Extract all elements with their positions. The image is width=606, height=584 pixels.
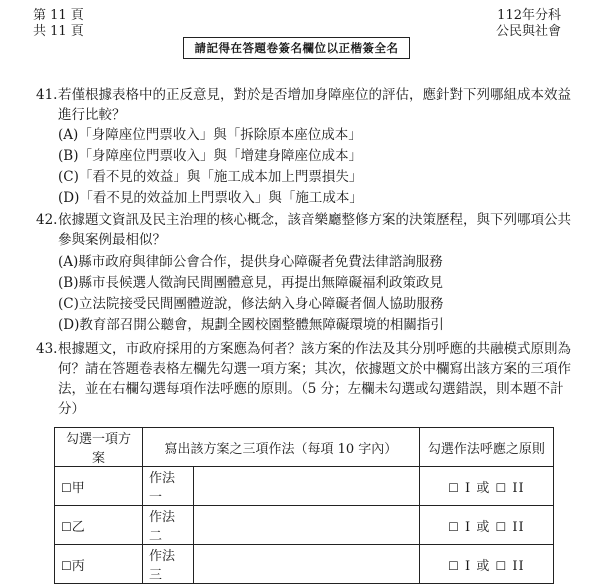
page-current: 第 11 頁: [33, 8, 84, 23]
principle-2-label: II: [512, 519, 525, 535]
or-label: 或: [476, 558, 491, 574]
checkbox-icon[interactable]: ☐: [61, 480, 72, 495]
option-b: (B)「身障座位門票收入」與「增建身障座位成本」: [58, 148, 362, 164]
checkbox-icon[interactable]: ☐: [448, 519, 460, 534]
question-41: [36, 85, 578, 125]
option-a: (A)「身障座位門票收入」與「拆除原本座位成本」: [58, 127, 362, 143]
method-label: 作法一: [142, 467, 194, 506]
or-label: 或: [476, 480, 491, 496]
principle-2-label: II: [512, 558, 525, 574]
page-number: [33, 8, 84, 40]
answer-table: [54, 427, 554, 584]
plan-cell[interactable]: [55, 506, 143, 545]
option-d: (D)「看不見的效益加上門票收入」與「施工成本」: [58, 190, 363, 206]
exam-year: 112年分科: [497, 8, 561, 23]
checkbox-icon[interactable]: ☐: [448, 480, 460, 495]
checkbox-icon[interactable]: ☐: [495, 558, 508, 573]
table-row: [55, 545, 554, 584]
method-label: 作法二: [142, 506, 194, 545]
principle-2-label: II: [512, 480, 525, 496]
principle-cell: [419, 467, 553, 506]
option-a: (A)縣市政府與律師公會合作，提供身心障礙者免費法律諮詢服務: [58, 254, 443, 270]
checkbox-icon[interactable]: ☐: [61, 558, 72, 573]
question-number: 43.: [36, 341, 58, 357]
question-stem: 依據題文資訊及民主治理的核心概念，該音樂廳整修方案的決策歷程，與下列哪項公共參與案例最相似？: [58, 212, 571, 248]
option-c: (C)立法院接受民間團體遊說，修法納入身心障礙者個人協助服務: [58, 296, 444, 312]
option-c: (C)「看不見的效益」與「施工成本加上門票損失」: [58, 169, 363, 185]
plan-label: 乙: [71, 519, 85, 535]
question-42: [36, 210, 578, 250]
table-row: [55, 467, 554, 506]
plan-label: 丙: [71, 558, 85, 574]
checkbox-icon[interactable]: ☐: [61, 519, 72, 534]
principle-1-label: I: [465, 480, 472, 496]
header-methods: 寫出該方案之三項作法（每項 10 字內）: [142, 428, 419, 467]
plan-cell[interactable]: [55, 545, 143, 584]
signature-notice: 請記得在答題卷簽名欄位以正楷簽全名: [183, 37, 410, 59]
exam-info: [496, 8, 561, 40]
exam-subject: 公民與社會: [495, 24, 561, 39]
page-total: 共 11 頁: [33, 24, 84, 39]
question-43: [36, 339, 578, 419]
method-answer-field[interactable]: [194, 506, 419, 545]
option-b: (B)縣市長候選人徵詢民間團體意見，再提出無障礙福利政策政見: [58, 275, 443, 291]
method-answer-field[interactable]: [194, 545, 419, 584]
question-number: 42.: [36, 212, 58, 228]
table-header-row: [55, 428, 554, 467]
question-number: 41.: [36, 87, 58, 103]
table-row: [55, 506, 554, 545]
plan-label: 甲: [71, 480, 85, 496]
option-d: (D)教育部召開公聽會，規劃全國校園整體無障礙環境的相關指引: [58, 317, 444, 333]
method-answer-field[interactable]: [194, 467, 419, 506]
principle-cell: [419, 506, 553, 545]
principle-1-label: I: [465, 519, 472, 535]
header-principles: 勾選作法呼應之原則: [419, 428, 553, 467]
header-plan: 勾選一項方案: [55, 428, 143, 467]
checkbox-icon[interactable]: ☐: [495, 480, 508, 495]
method-label: 作法三: [142, 545, 194, 584]
plan-cell[interactable]: [55, 467, 143, 506]
question-stem: 根據題文，市政府採用的方案應為何者？該方案的作法及其分別呼應的共融模式原則為何？請在答題卷表格左欄先勾選一項方案；其次，依據題文於中欄寫出該方案的三項作法，並在右欄勾選每項作法呼應的原則。（5 分；左欄未勾選或勾選錯誤，則本題不計分）: [58, 341, 571, 417]
principle-1-label: I: [465, 558, 472, 574]
checkbox-icon[interactable]: ☐: [448, 558, 460, 573]
question-stem: 若僅根據表格中的正反意見，對於是否增加身障座位的評估，應針對下列哪組成本效益進行比較？: [58, 87, 571, 123]
principle-cell: [419, 545, 553, 584]
or-label: 或: [476, 519, 491, 535]
checkbox-icon[interactable]: ☐: [495, 519, 508, 534]
